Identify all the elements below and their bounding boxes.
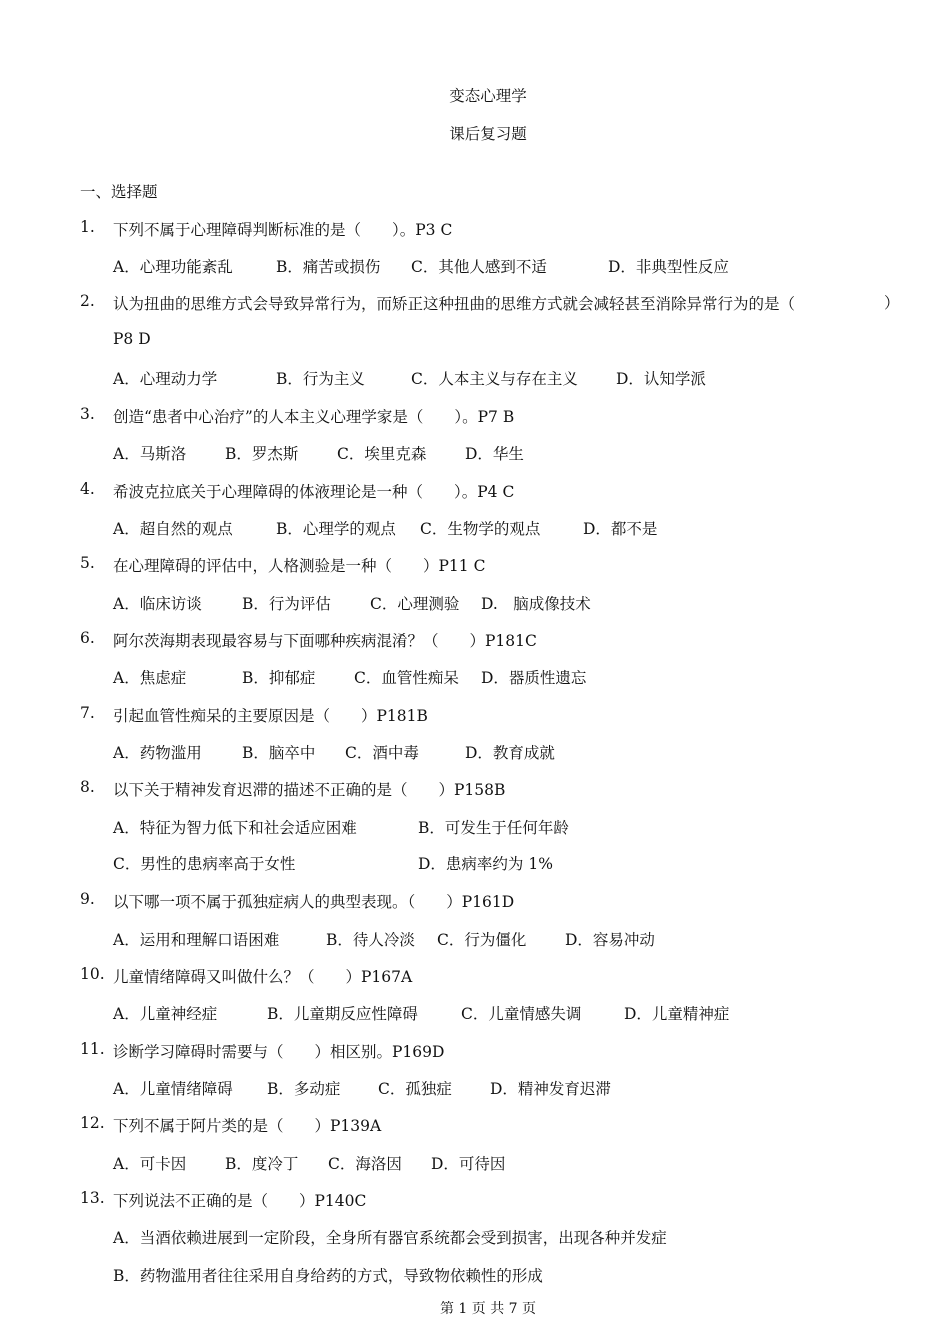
option: C．男性的患病率高于女性 — [113, 855, 296, 873]
option: B．药物滥用者往往采用自身给药的方式，导致物依赖性的形成 — [113, 1267, 543, 1285]
document-page: 变态心理学 课后复习题 一、选择题 1. 下列不属于心理障碍判断标准的是（ ）。P3 C A．心理功能紊乱 B．痛苦或损伤 C．其他人感到不适 D．非典型性反应 2. 认为扭曲的思维方式会导致异常行为，而矫正这种扭曲的思维方式就会减轻甚至消除异常行为的是（ ） P8 D A．心理动力学 B．行为主义 C．人本主义与存在主义 D．认知学派 3. 创造“患者中心治疗”的人本主义心理学家是（ ）。P7 B A．马斯洛 B．罗杰斯 C．埃里克森 D．华生 4. 希波克拉底关于心理障碍的体液理论是一种（ ）。P4 C A．超自然的观点 B．心理学的观点 C．生物学的观点 D．都不是 5. 在心理障碍的评估中，人格测验是一种（ ）P11 C A．临床访谈 B．行为评估 C．心理测验 D. 脑成像技术 6. 阿尔茨海期表现最容易与下面哪种疾病混淆？（ ）P181C A．焦虑症 B．抑郁症 C．血管性痴呆 D．器质性遗忘 7. 引起血管性痴呆的主要原因是（ ）P181B A．药物滥用 B．脑卒中 C．酒中毒 D．教育成就 8. 以下关于精神发育迟滞的描述不正确的是（ ）P158B A．特征为智力低下和社会适应困难 B．可发生于任何年龄 C．男性的患病率高于女性 D．患病率约为 1% 9. 以下哪一项不属于孤独症病人的典型表现。（ ）P161D A．运用和理解口语困难 B．待人冷淡 C．行为僵化 D．容易冲动 10. 儿童情绪障碍又叫做什么？（ ）P167A A．儿童神经症 B．儿童期反应性障碍 C．儿童情感失调 D．儿童精神症 11. 诊断学习障碍时需要与（ ）相区别。P169D A．儿童情绪障碍 B．多动症 C．孤独症 D．精神发育迟滞 12. 下列不属于阿片类的是（ ）P139A A．可卡因 B．度冷丁 C．海洛因 D．可待因 13. 下列说法不正确的是（ ）P140C A．当酒依赖进展到一定阶段，全身所有器官系统都会受到损害，出现各种并发症 B．药物滥用者往往采用自身给药的方式，导致物依赖性的形成 第 1 页 共 7 页 — [0, 0, 950, 1344]
option: A．药物滥用 — [113, 744, 202, 762]
option: C．儿童情感失调 — [461, 1005, 582, 1023]
option: B．度冷丁 — [225, 1155, 299, 1173]
option: A．儿童情绪障碍 — [113, 1080, 233, 1098]
option: B．多动症 — [267, 1080, 341, 1098]
option: A．马斯洛 — [113, 445, 187, 463]
option: D．教育成就 — [465, 744, 555, 762]
option: B．罗杰斯 — [225, 445, 299, 463]
option: D. 脑成像技术 — [481, 595, 591, 613]
option: A．儿童神经症 — [113, 1005, 218, 1023]
option: C．酒中毒 — [345, 744, 419, 762]
option: B．脑卒中 — [242, 744, 316, 762]
question-2-answer: P8 D — [113, 330, 151, 348]
option: C．海洛因 — [328, 1155, 402, 1173]
option: D．儿童精神症 — [624, 1005, 730, 1023]
option: D．患病率约为 1% — [418, 855, 553, 873]
option: D．认知学派 — [616, 370, 706, 388]
option: C．人本主义与存在主义 — [411, 370, 578, 388]
option: A．运用和理解口语困难 — [113, 931, 280, 949]
option: C．孤独症 — [378, 1080, 452, 1098]
question-2-paren-end: ） — [884, 294, 900, 312]
option: C．其他人感到不适 — [411, 258, 547, 276]
option: C．心理测验 — [370, 595, 460, 613]
option: B．待人冷淡 — [326, 931, 415, 949]
option: B．儿童期反应性障碍 — [267, 1005, 418, 1023]
option: A．焦虑症 — [113, 669, 187, 687]
option: B．行为主义 — [276, 370, 365, 388]
doc-subtitle: 课后复习题 — [449, 125, 527, 143]
option: D．器质性遗忘 — [481, 669, 587, 687]
option: B．抑郁症 — [242, 669, 316, 687]
option: D．都不是 — [583, 520, 658, 538]
option: A．当酒依赖进展到一定阶段，全身所有器官系统都会受到损害，出现各种并发症 — [113, 1229, 667, 1247]
option: C．生物学的观点 — [420, 520, 541, 538]
option: A．心理动力学 — [113, 370, 218, 388]
option: A．特征为智力低下和社会适应困难 — [113, 819, 357, 837]
option: C．埃里克森 — [337, 445, 427, 463]
doc-title: 变态心理学 — [449, 87, 527, 105]
option: B．痛苦或损伤 — [276, 258, 381, 276]
option: B．心理学的观点 — [276, 520, 396, 538]
option: A．临床访谈 — [113, 595, 202, 613]
option: A．可卡因 — [113, 1155, 187, 1173]
option: D．容易冲动 — [565, 931, 655, 949]
option: A．超自然的观点 — [113, 520, 233, 538]
option: D．精神发育迟滞 — [490, 1080, 611, 1098]
option: A．心理功能紊乱 — [113, 258, 233, 276]
option: D．可待因 — [431, 1155, 506, 1173]
page-footer: 第 1 页 共 7 页 — [439, 1301, 537, 1317]
option: B．行为评估 — [242, 595, 331, 613]
option: C．行为僵化 — [437, 931, 527, 949]
option: D．华生 — [465, 445, 524, 463]
option: B．可发生于任何年龄 — [418, 819, 569, 837]
section-heading: 一、选择题 — [80, 183, 158, 201]
option: C．血管性痴呆 — [354, 669, 459, 687]
option: D．非典型性反应 — [608, 258, 729, 276]
